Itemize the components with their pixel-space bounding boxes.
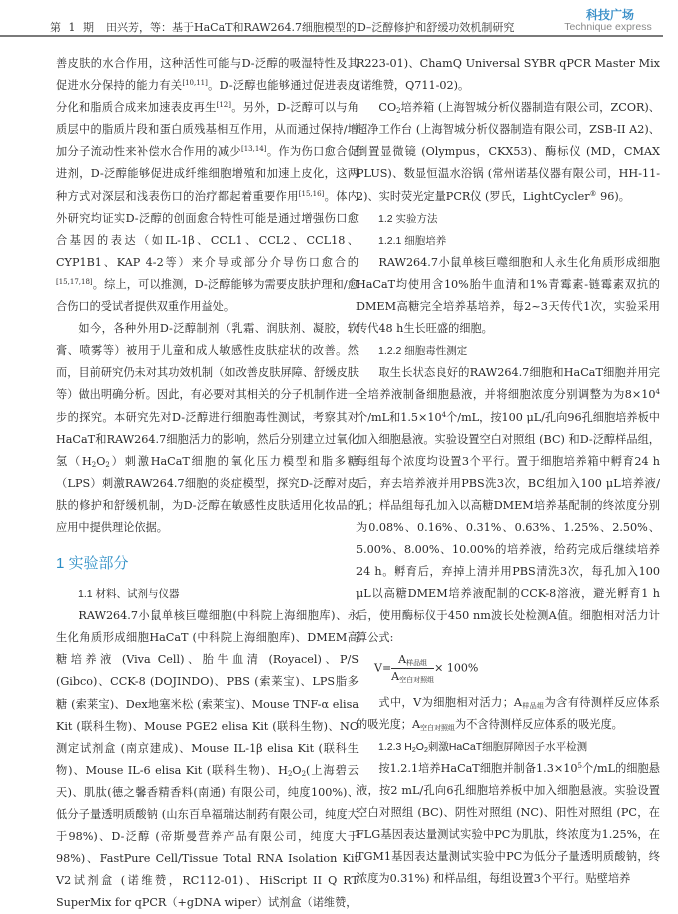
citation: [15,17,18]: [56, 277, 93, 286]
subsection-heading: 1.2 实验方法: [378, 212, 438, 225]
citation: [10,11]: [182, 79, 208, 88]
paragraph-materials: RAW264.7小鼠单核巨噬细胞(中科院上海细胞库)、永生化角质形成细胞HaCaT (中科院上海细胞库)、DMEM高糖培养液 (Viva Cell)、胎牛血清 (Royacel)、P/S (Gibco)、CCK-8 (DOJINDO)、PBS (索莱宝)、LPS脂多糖 (索莱宝)、Dex地塞米松 (索莱宝)、Mouse TNF-α elisa Kit (联科生物)、Mouse PGE2 elisa Kit (联科生物)、NO测定试剂盒 (南京建成)、Mouse IL-1β elisa Kit (联科生物)、Mouse IL-6 elisa Kit (联科生物)、$H_2O_2$(上海碧云天)、肌肽(德之馨香精香料(南通) 有限公司，纯度100%)、低分子量透明质酸钠 (山东百阜福瑞达制药有限公司，纯度大于98%)、D-泛醇 (帝斯曼营养产品有限公司，纯度大于98%)、FastPure Cell/Tissue Total RNA Isolation Kit V2试剂盒 (诺维赞，RC112-01)、HiScript II Q RT SuperMix for qPCR（+gDNA wiper）试剂盒（诺维赞，: [56, 609, 359, 910]
header-rule: [0, 35, 663, 37]
section-heading: 1 实验部分: [56, 555, 129, 573]
citation: [15,16]: [298, 189, 325, 198]
viability-formula: V= $\frac{A_{样品组}}{A_{空白对照组}}$ × 100%: [374, 652, 479, 684]
paragraph-formula-explanation: 式中，V为细胞相对活力；$A_{样品组}$为含有待测样反应体系的吸光度；$A_{空白对照组}$为不含待测样反应体系的吸光度。: [356, 695, 660, 732]
paragraph-cytotoxicity: 取生长状态良好的RAW264.7细胞和HaCaT细胞并用完全培养液制备细胞悬液，并将细胞浓度分别调整为为$8\times 10^4$个/mL和$1.5\times 10^4$个/mL，按100 μL/孔向96孔细胞培养板中加入细胞悬液。实验设置空白对照组 (BC) 和D-泛醇样品组，每组每个浓度均设置3个平行。置于细胞培养箱中孵育24 h后，弃去培养液并用PBS洗3次，BC组加入100 μL培养液/孔；样品组每孔加入以高糖DMEM培养基配制的终浓度分别为0.08%、0.16%、0.31%、0.63%、1.25%、2.50%、5.00%、8.00%、10.00%的培养液，给药完成后继续培养24 h。孵育后，弃掉上清并用PBS清洗3次，每孔加入100 μL以高糖DMEM培养液配制的CCK-8溶液，避光孵育1 h后，使用酶标仪于450 nm波长处检测A值。细胞相对活力计算公式:: [356, 366, 660, 645]
right-column: [356, 53, 660, 890]
left-column: [56, 53, 359, 914]
paragraph-instruments: $CO_2$培养箱 (上海智城分析仪器制造有限公司，ZCOR)、超净工作台 (上海智城分析仪器制造有限公司，ZSB-II A2)、倒置显微镜 (Olympus，CKX53)、酶标仪 (MD，CMAX PLUS)、数显恒温水浴锅 (常州诺基仪器有限公司，HH-11-2)、实时荧光定量PCR仪 (罗氏，LightCycler® 96)。: [356, 101, 660, 203]
citation: [13,14]: [240, 145, 267, 154]
subsection-heading: 1.2.1 细胞培养: [378, 234, 447, 247]
paragraph-research-aim: 如今，各种外用D-泛醇制剂（乳霜、润肤剂、凝胶，软膏、喷雾等）被用于儿童和成人敏感性皮肤症状的改善。然而，目前研究仍未对其功效机制（如改善皮肤屏障、舒缓皮肤等）做出明确分析。因此，有必要对其相关的分子机制作进一步的探究。本研究先对D-泛醇进行细胞毒性测试，考察其对HaCaT和RAW264.7细胞活力的影响，然后分别建立过氧化氢$(H_2O_2)$刺激HaCaT细胞的氧化压力模型和脂多糖（LPS）刺激RAW264.7细胞的炎症模型，探究D-泛醇对皮肤的修护和舒缓机制，为D-泛醇在敏感性皮肤适用化妆品的应用中提供理论依据。: [56, 322, 359, 534]
subsection-heading: 1.1 材料、试剂与仪器: [78, 588, 180, 601]
issue-number: 第 1 期: [50, 21, 96, 34]
paragraph-barrier-factor: 按1.2.1培养HaCaT细胞并制备$1.3\times 10^5$个/mL的细胞悬液，按2 mL/孔向6孔细胞培养板中加入细胞悬液。实验设置空白对照组 (BC)、阴性对照组 (NC)、阳性对照组 (PC，在FLG基因表达量测试实验中PC为肌肽，终浓度为1.25%，在TGM1基因表达量测试实验中PC为低分子量透明质酸钠，终浓度为0.31%) 和样品组，每组设置3个平行。贴壁培养: [356, 761, 660, 886]
journal-brand-cn: 科技广场: [585, 8, 634, 22]
citation: [12]: [216, 101, 231, 110]
journal-brand-en: Technique express: [564, 21, 652, 33]
subsection-heading: 1.2.2 细胞毒性测定: [378, 345, 468, 358]
paragraph-materials-continued: R223-01)、ChamQ Universal SYBR qPCR Master Mix (诺维赞，Q711-02)。: [356, 57, 660, 93]
formula-fraction: $\frac{A_{样品组}}{A_{空白对照组}}$: [391, 652, 435, 684]
subsection-heading: 1.2.3 $H_2O_2$刺激HaCaT细胞屏障因子水平检测: [378, 740, 588, 754]
paragraph-cell-culture: RAW264.7小鼠单核巨噬细胞和人永生化角质形成细胞HaCaT均使用含10%胎牛血清和1%青霉素-链霉素双抗的DMEM高糖完全培养基培养，每2~3天传代1次，实验采用传代48 h生长旺盛的细胞。: [356, 255, 660, 336]
paragraph-intro-continued: 善皮肤的水合作用，这种活性可能与D-泛醇的吸湿特性及其促进水分保持的能力有关[10,11]。D-泛醇也能够通过促进表皮分化和脂质合成来加速表皮再生[12]。另外，D-泛醇可以与角质层中的脂质片段和蛋白质残基相互作用，从而通过保持/增加分子流动性来补偿水合作用的减少[13,14]。作为伤口愈合促进剂，D-泛醇能够促进成纤维细胞增殖和加速上皮化，这两种方式对深层和浅表伤口的治疗都起着重要作用[15,16]。体内外研究均证实D-泛醇的创面愈合特性可能是通过增强伤口愈合基因的表达（如IL-1β、CCL1、CCL2、CCL18、CYP1B1、KAP 4-2等）来介导或部分介导伤口愈合的[15,17,18]。综上，可以推测，D-泛醇能够为需要皮肤护理和/愈合伤口的受试者提供双重作用益处。: [56, 57, 359, 314]
running-title: 田兴芳，等：基于HaCaT和RAW264.7细胞模型的D–泛醇修护和舒缓功效机制研究: [106, 21, 515, 34]
page-header: [0, 0, 678, 36]
